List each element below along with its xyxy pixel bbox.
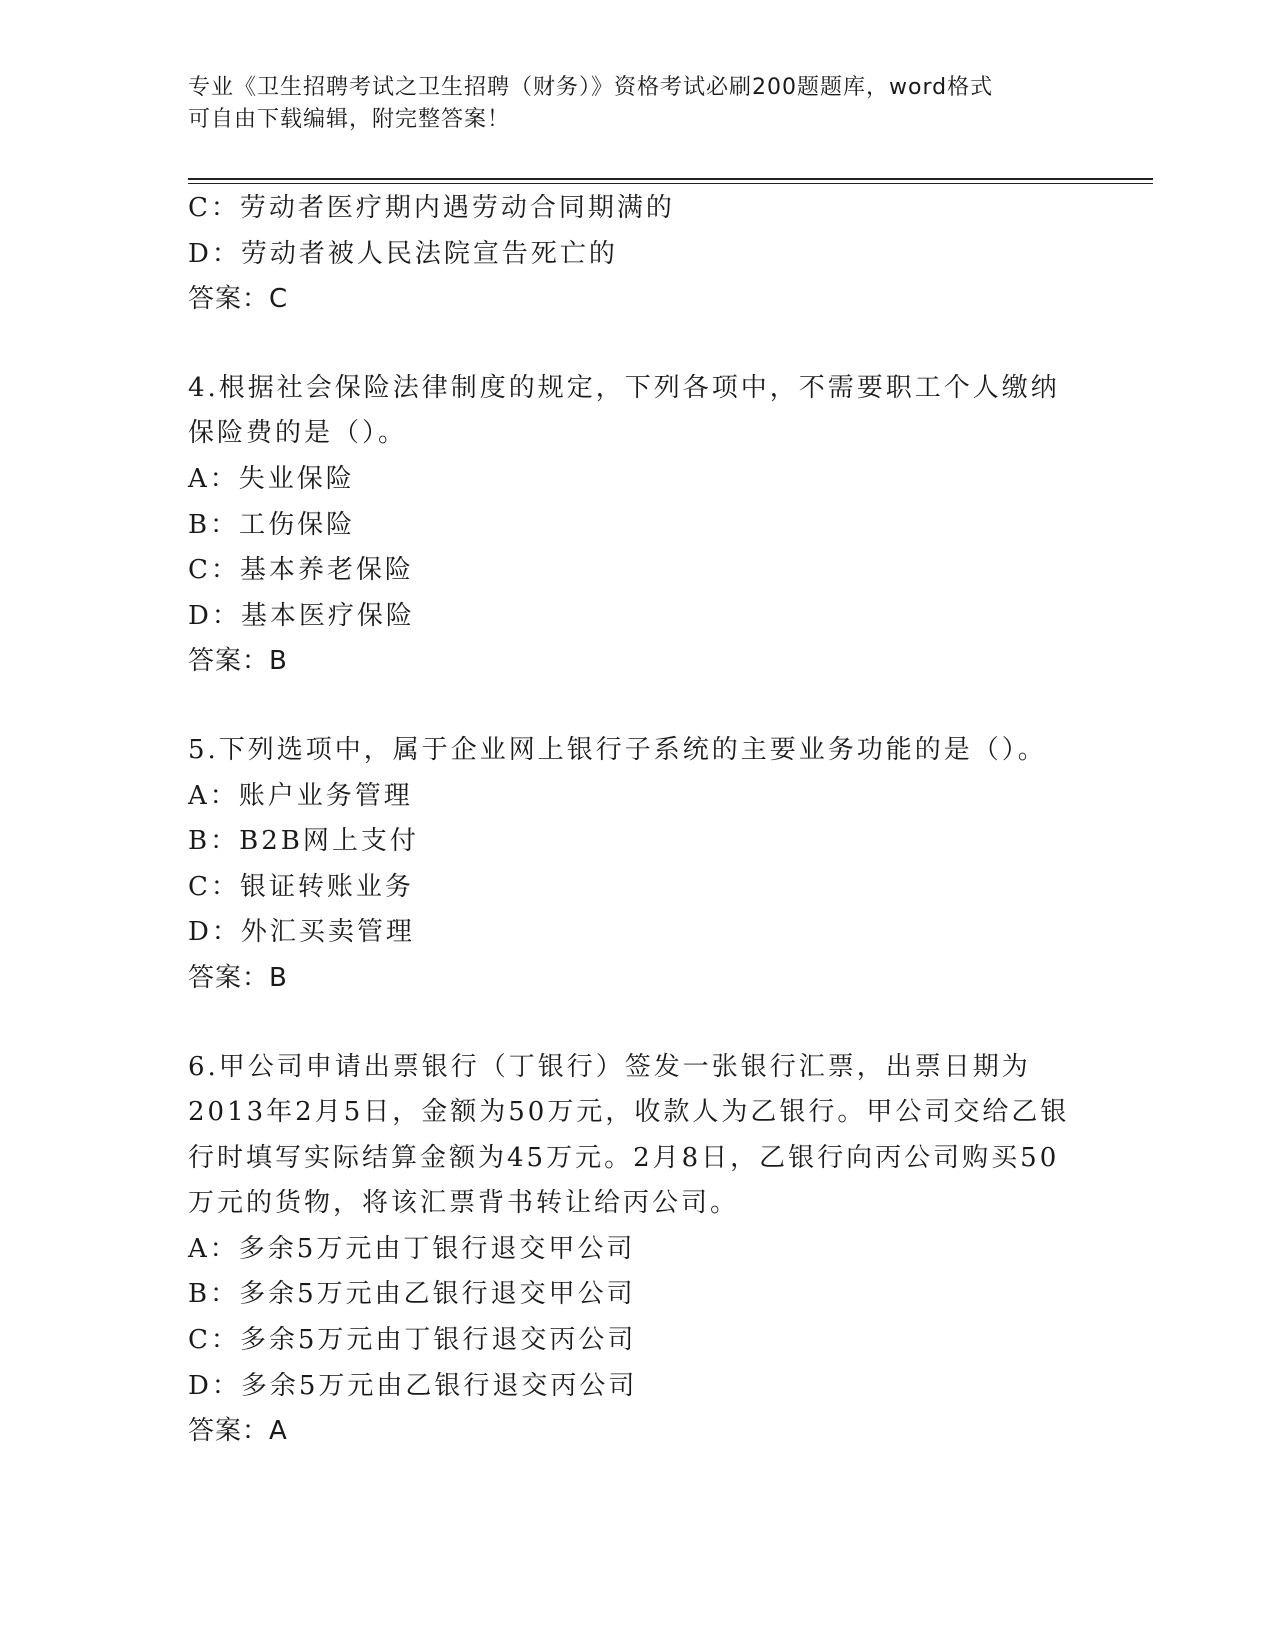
header-divider-thin (188, 183, 1153, 184)
header-line-2: 可自由下载编辑，附完整答案！ (188, 107, 511, 132)
question-3 (188, 186, 1088, 323)
option-c: C：基本养老保险 (188, 555, 414, 586)
question-4 (188, 366, 1088, 685)
question-stem-line: 4.根据社会保险法律制度的规定，下列各项中，不需要职工个人缴纳 (188, 372, 1060, 403)
answer-label: 答案：A (188, 1416, 288, 1447)
option-b: B：B2B网上支付 (188, 826, 419, 857)
option-a: A：失业保险 (188, 463, 355, 494)
answer-label: 答案：B (188, 646, 288, 677)
question-stem-line: 6.甲公司申请出票银行（丁银行）签发一张银行汇票，出票日期为 (188, 1051, 1031, 1082)
option-d: D：外汇买卖管理 (188, 917, 415, 948)
answer-label: 答案：C (188, 284, 289, 315)
option-d: D：多余5万元由乙银行退交丙公司 (188, 1370, 638, 1401)
option-c: C：银证转账业务 (188, 871, 414, 902)
option-b: B：工伤保险 (188, 509, 356, 540)
question-6 (188, 1045, 1088, 1455)
header-line-1: 专业《卫生招聘考试之卫生招聘（财务）》资格考试必刷200题题库，word格式 (188, 75, 994, 100)
question-stem-line: 万元的货物，将该汇票背书转让给丙公司。 (188, 1188, 740, 1219)
option-c: C：劳动者医疗期内遇劳动合同期满的 (188, 193, 675, 223)
option-a: A：多余5万元由丁银行退交甲公司 (188, 1233, 636, 1264)
option-d: D：劳动者被人民法院宣告死亡的 (188, 238, 618, 269)
question-stem-line: 保险费的是（）。 (188, 418, 408, 449)
option-b: B：多余5万元由乙银行退交甲公司 (188, 1279, 636, 1310)
question-stem-line: 行时填写实际结算金额为45万元。2月8日，乙银行向丙公司购买50 (188, 1142, 1060, 1173)
header-divider-thick (188, 178, 1153, 180)
question-list (188, 186, 1088, 1455)
document-header (188, 72, 1068, 136)
question-stem-line: 5.下列选项中，属于企业网上银行子系统的主要业务功能的是（）。 (188, 734, 1047, 765)
answer-label: 答案：B (188, 962, 288, 993)
option-c: C：多余5万元由丁银行退交丙公司 (188, 1325, 637, 1356)
option-a: A：账户业务管理 (188, 780, 413, 811)
option-d: D：基本医疗保险 (188, 600, 415, 631)
question-stem-line: 2013年2月5日，金额为50万元，收款人为乙银行。甲公司交给乙银 (188, 1097, 1070, 1128)
question-5 (188, 728, 1088, 1002)
